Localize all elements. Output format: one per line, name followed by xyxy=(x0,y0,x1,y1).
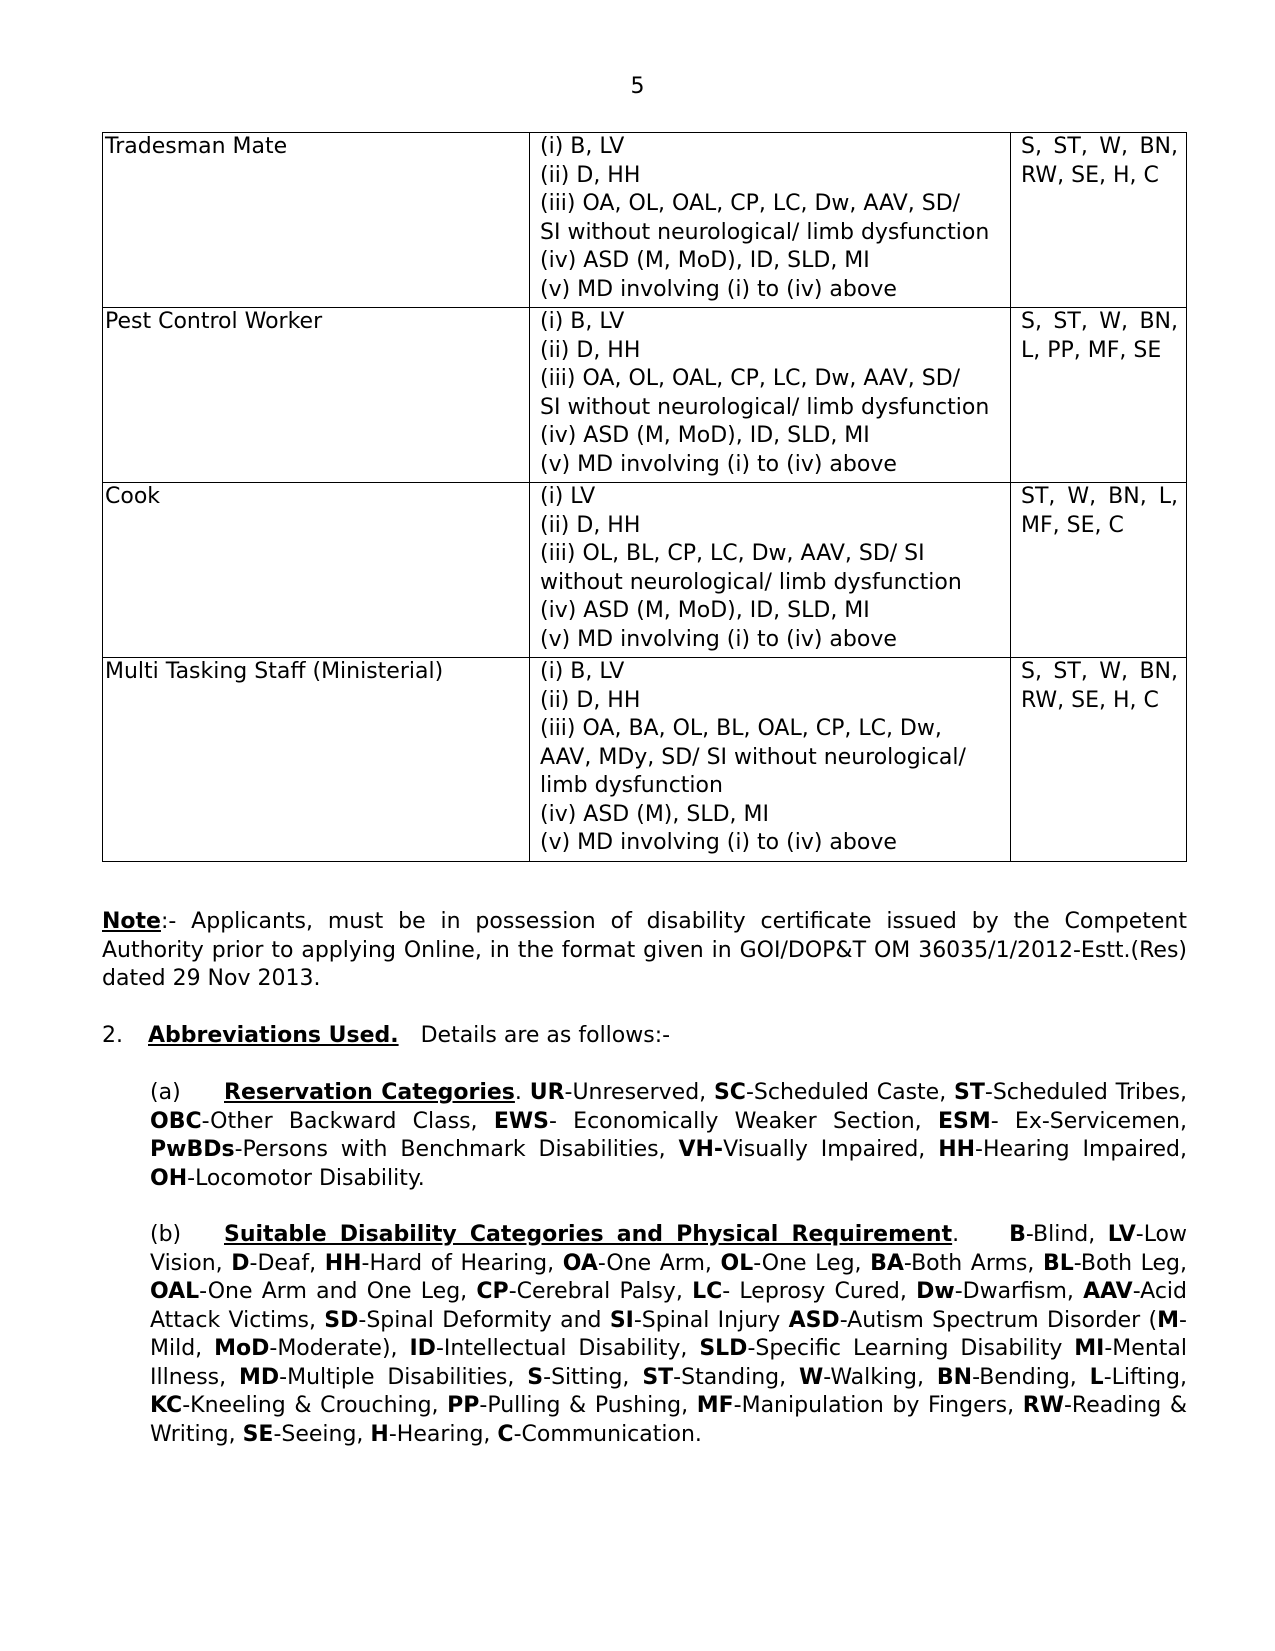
abbreviation-term: SLD xyxy=(699,1336,748,1361)
abbreviation-term: UR xyxy=(529,1080,565,1105)
category-line: (iii) OA, OL, OAL, CP, LC, Dw, AAV, SD/ xyxy=(540,366,961,391)
category-line: (ii) D, HH xyxy=(540,337,641,363)
abbreviation-meaning: -Scheduled Caste, xyxy=(745,1080,955,1105)
abbreviation-term: SE xyxy=(242,1421,274,1447)
abbreviation-term: LV xyxy=(1107,1222,1136,1247)
abbreviation-term: OA xyxy=(562,1250,598,1276)
category-line: limb dysfunction xyxy=(540,773,723,798)
abbreviation-meaning: - Ex-Servicemen, xyxy=(990,1108,1187,1134)
category-line: AAV, MDy, SD/ SI without neurological/ xyxy=(540,744,966,770)
category-line: (ii) D, HH xyxy=(540,512,641,538)
abbreviation-meaning: -Walking, xyxy=(823,1364,937,1390)
abbreviation-meaning: -Communication. xyxy=(513,1421,702,1447)
physical-requirements-text: S, ST, W, BN, RW, SE, H, C xyxy=(1021,134,1178,188)
category-line: (i) B, LV xyxy=(540,309,625,334)
paragraph-a-period: . xyxy=(514,1080,530,1105)
abbreviation-meaning: -Scheduled Tribes, xyxy=(984,1080,1187,1105)
disability-categories-cell xyxy=(530,483,1011,658)
abbreviation-term: HH xyxy=(324,1250,362,1276)
abbreviation-meaning: -Hard of Hearing, xyxy=(361,1250,563,1276)
abbreviation-meaning: -Both Leg, xyxy=(1073,1250,1187,1276)
paragraph-b-label: (b) xyxy=(150,1222,182,1247)
abbreviation-term: OBC xyxy=(150,1108,202,1134)
abbreviation-term: VH- xyxy=(678,1137,724,1162)
abbreviation-term: SD xyxy=(324,1307,359,1333)
paragraph-a xyxy=(150,1079,1187,1193)
category-line: without neurological/ limb dysfunction xyxy=(540,569,962,595)
category-line: (iv) ASD (M, MoD), ID, SLD, MI xyxy=(540,423,870,448)
abbreviation-term: RW xyxy=(1022,1393,1064,1418)
paragraph-b-period: . xyxy=(952,1222,1010,1247)
abbreviation-term: H xyxy=(370,1421,389,1447)
abbreviation-meaning: -One Arm and One Leg, xyxy=(199,1279,477,1304)
abbreviation-term: BN xyxy=(936,1364,973,1390)
abbreviation-meaning: -Pulling & Pushing, xyxy=(479,1393,697,1418)
abbreviation-meaning: -Standing, xyxy=(673,1364,799,1390)
category-line: SI without neurological/ limb dysfunction xyxy=(540,219,990,245)
abbreviation-meaning: -Deaf, xyxy=(249,1250,325,1276)
abbreviation-meaning: -One Arm, xyxy=(597,1250,721,1276)
section-2-heading-line xyxy=(102,1022,1187,1051)
abbreviation-term: HH xyxy=(938,1137,976,1162)
category-line: (i) LV xyxy=(540,484,596,509)
abbreviation-term: BA xyxy=(870,1250,904,1276)
abbreviation-term: SI xyxy=(609,1307,634,1333)
paragraph-b-body xyxy=(150,1222,1187,1447)
abbreviation-meaning: -Multiple Disabilities, xyxy=(279,1364,528,1390)
category-line: (iii) OA, OL, OAL, CP, LC, Dw, AAV, SD/ xyxy=(540,191,961,216)
abbreviation-meaning: -Hearing Impaired, xyxy=(975,1137,1188,1162)
category-line: (iii) OA, BA, OL, BL, OAL, CP, LC, Dw, xyxy=(540,716,942,741)
abbreviation-term: MD xyxy=(239,1364,280,1390)
abbreviation-term: MoD xyxy=(214,1336,270,1361)
abbreviation-term: L xyxy=(1089,1364,1104,1390)
abbreviation-meaning: -Mild, xyxy=(150,1307,1187,1361)
abbreviation-term: ASD xyxy=(788,1307,840,1333)
abbreviation-meaning: -Mental Illness, xyxy=(150,1336,1187,1390)
category-line: (iv) ASD (M), SLD, MI xyxy=(540,801,769,827)
abbreviation-term: KC xyxy=(150,1393,183,1418)
category-line: (v) MD involving (i) to (iv) above xyxy=(540,451,897,477)
table-row xyxy=(103,133,1187,308)
post-name-cell: Pest Control Worker xyxy=(103,308,530,483)
abbreviation-meaning: -Kneeling & Crouching, xyxy=(182,1393,448,1418)
abbreviation-meaning: -Cerebral Palsy, xyxy=(508,1279,693,1304)
category-line: (i) B, LV xyxy=(540,659,625,684)
abbreviation-meaning: -Spinal Deformity and xyxy=(358,1307,610,1333)
physical-requirements-cell xyxy=(1011,483,1187,658)
abbreviation-term: C xyxy=(497,1421,514,1447)
category-line: (iv) ASD (M, MoD), ID, SLD, MI xyxy=(540,248,870,273)
category-line: (i) B, LV xyxy=(540,134,625,159)
abbreviation-term: M xyxy=(1157,1307,1180,1333)
abbreviation-meaning: -Reading & Writing, xyxy=(150,1393,1187,1447)
abbreviation-meaning: Visually Impaired, xyxy=(723,1137,939,1162)
section-intro: Details are as follows:- xyxy=(420,1023,671,1048)
post-name-cell: Cook xyxy=(103,483,530,658)
paragraph-a-label: (a) xyxy=(150,1080,181,1105)
abbreviation-term: SC xyxy=(713,1080,746,1105)
abbreviation-term: AAV xyxy=(1083,1279,1133,1304)
abbreviation-term: MI xyxy=(1074,1336,1105,1361)
abbreviation-meaning: -Sitting, xyxy=(543,1364,643,1390)
post-name-cell: Tradesman Mate xyxy=(103,133,530,308)
abbreviation-term: OAL xyxy=(150,1279,200,1304)
disability-categories-cell xyxy=(530,658,1011,862)
abbreviation-term: Dw xyxy=(916,1279,955,1304)
abbreviation-term: ST xyxy=(642,1364,674,1390)
abbreviation-term: D xyxy=(231,1250,250,1276)
physical-requirements-text: S, ST, W, BN, L, PP, MF, SE xyxy=(1021,309,1178,363)
abbreviation-meaning: -Bending, xyxy=(972,1364,1090,1390)
disability-categories-cell xyxy=(530,308,1011,483)
abbreviation-term: W xyxy=(798,1364,824,1390)
abbreviation-term: LC xyxy=(692,1279,723,1304)
category-line: (ii) D, HH xyxy=(540,687,641,713)
abbreviation-meaning: -Moderate), xyxy=(269,1336,410,1361)
abbreviation-meaning: -Spinal Injury xyxy=(633,1307,789,1333)
abbreviation-meaning: -Manipulation by Fingers, xyxy=(733,1393,1023,1418)
category-line: (ii) D, HH xyxy=(540,162,641,188)
post-disability-table xyxy=(102,132,1187,862)
abbreviation-meaning: - Economically Weaker Section, xyxy=(548,1108,938,1134)
abbreviation-meaning: -Low Vision, xyxy=(150,1222,1188,1276)
abbreviation-meaning: -Both Arms, xyxy=(903,1250,1043,1276)
category-line: (v) MD involving (i) to (iv) above xyxy=(540,626,897,652)
abbreviation-term: B xyxy=(1009,1222,1026,1247)
abbreviation-meaning: -Unreserved, xyxy=(564,1080,714,1105)
abbreviation-term: ID xyxy=(409,1336,436,1361)
category-line: SI without neurological/ limb dysfunction xyxy=(540,394,990,420)
category-line: (iv) ASD (M, MoD), ID, SLD, MI xyxy=(540,598,870,623)
abbreviation-meaning: -Locomotor Disability. xyxy=(187,1165,425,1191)
abbreviation-term: OH xyxy=(150,1165,188,1191)
abbreviation-term: MF xyxy=(696,1393,734,1418)
abbreviation-meaning: -Intellectual Disability, xyxy=(435,1336,700,1361)
abbreviation-term: CP xyxy=(476,1279,509,1304)
category-line: (iii) OL, BL, CP, LC, Dw, AAV, SD/ SI xyxy=(540,541,925,566)
abbreviation-meaning: -Dwarfism, xyxy=(954,1279,1084,1304)
abbreviation-meaning: -Specific Learning Disability xyxy=(747,1336,1075,1361)
note-label: Note xyxy=(102,909,161,934)
table-row xyxy=(103,658,1187,862)
physical-requirements-text: ST, W, BN, L, MF, SE, C xyxy=(1021,484,1178,538)
abbreviation-term: S xyxy=(527,1364,544,1390)
paragraph-a-heading: Reservation Categories xyxy=(224,1080,515,1105)
category-line: (v) MD involving (i) to (iv) above xyxy=(540,830,897,855)
page-number: 5 xyxy=(630,74,645,99)
section-heading: Abbreviations Used. xyxy=(148,1023,399,1048)
abbreviation-term: OL xyxy=(720,1250,754,1276)
paragraph-b xyxy=(150,1221,1187,1449)
abbreviation-term: ST xyxy=(954,1080,985,1105)
note-text: :- Applicants, must be in possession of disability certificate issued by the Competent Authority prior to applying Online, in the format given in GOI/DOP&T OM 36035/1/2012-Estt.(Res) dated 29 Nov 2013. xyxy=(102,909,1187,991)
table-row xyxy=(103,483,1187,658)
abbreviation-term: EWS xyxy=(493,1108,549,1134)
abbreviation-meaning: -Other Backward Class, xyxy=(201,1108,494,1134)
abbreviation-meaning: -Hearing, xyxy=(388,1421,498,1447)
table-row xyxy=(103,308,1187,483)
physical-requirements-text: S, ST, W, BN, RW, SE, H, C xyxy=(1021,659,1178,713)
section-number: 2. xyxy=(102,1023,123,1048)
abbreviation-meaning: -Blind, xyxy=(1025,1222,1108,1247)
physical-requirements-cell xyxy=(1011,133,1187,308)
abbreviation-term: PwBDs xyxy=(150,1137,235,1162)
post-name-cell: Multi Tasking Staff (Ministerial) xyxy=(103,658,530,862)
abbreviation-meaning: -Autism Spectrum Disorder ( xyxy=(839,1307,1158,1333)
abbreviation-meaning: -Lifting, xyxy=(1103,1364,1188,1390)
abbreviation-term: BL xyxy=(1042,1250,1074,1276)
category-line: (v) MD involving (i) to (iv) above xyxy=(540,276,897,302)
abbreviation-meaning: - Leprosy Cured, xyxy=(722,1279,917,1304)
paragraph-b-heading: Suitable Disability Categories and Physical Requirement xyxy=(224,1222,953,1247)
physical-requirements-cell xyxy=(1011,658,1187,862)
abbreviation-term: ESM xyxy=(937,1108,991,1134)
abbreviation-meaning: -Acid Attack Victims, xyxy=(150,1279,1188,1333)
abbreviation-term: PP xyxy=(447,1393,480,1418)
disability-categories-cell xyxy=(530,133,1011,308)
abbreviation-meaning: -Seeing, xyxy=(273,1421,371,1447)
note-paragraph xyxy=(102,908,1187,994)
physical-requirements-cell xyxy=(1011,308,1187,483)
abbreviation-meaning: -One Leg, xyxy=(753,1250,871,1276)
abbreviation-meaning: -Persons with Benchmark Disabilities, xyxy=(234,1137,679,1162)
